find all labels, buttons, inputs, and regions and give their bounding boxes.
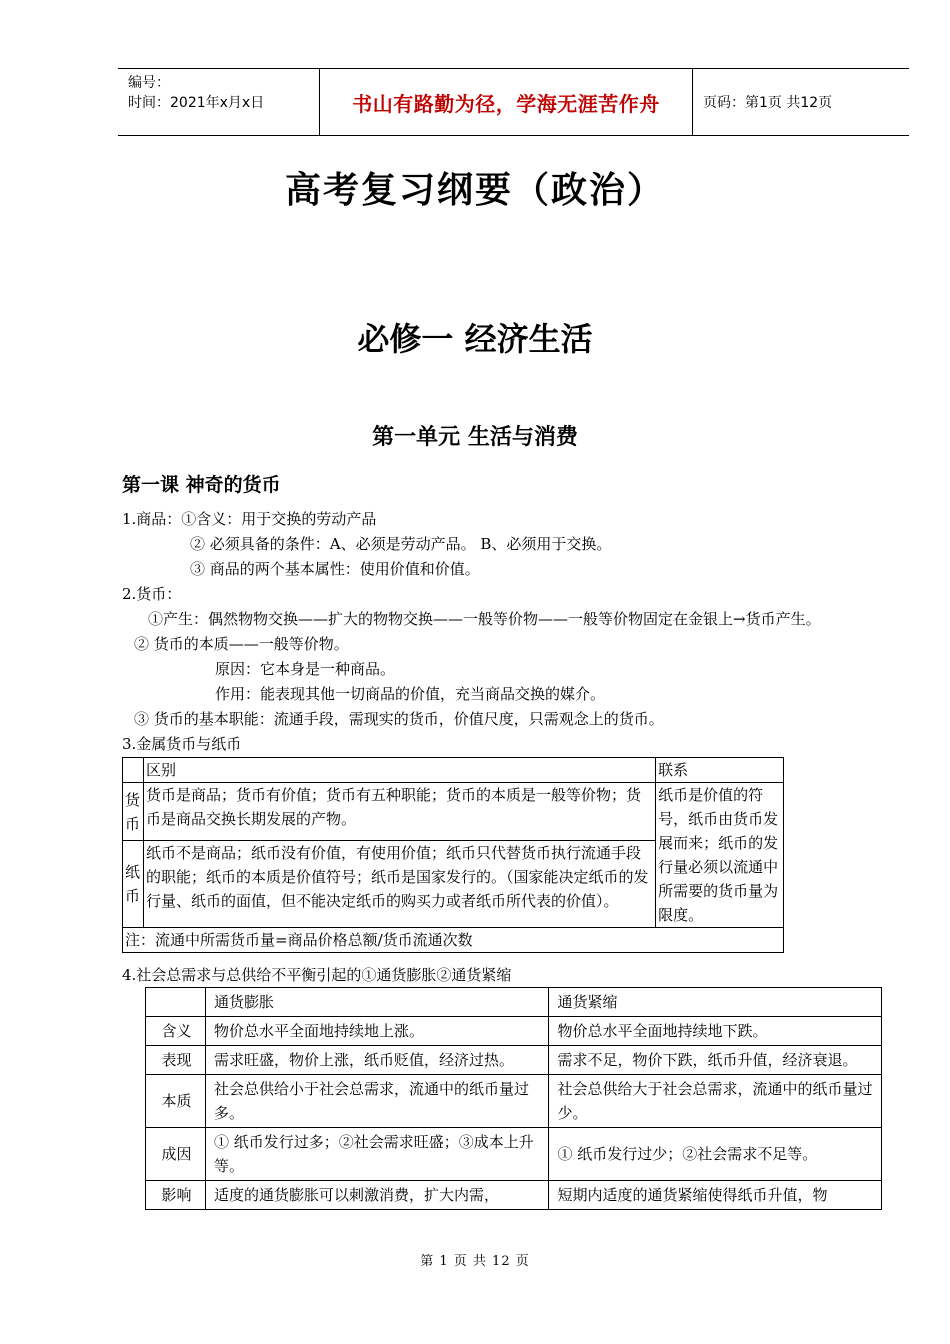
page-footer: 第 1 页 共 12 页 bbox=[420, 1254, 530, 1269]
currency-heading: 2.货币： bbox=[122, 585, 182, 603]
deflation-cell: 短期内适度的通货紧缩使得纸币升值，物 bbox=[549, 1181, 882, 1210]
column-header-inflation: 通货膨胀 bbox=[205, 988, 549, 1017]
inflation-cell: 适度的通货膨胀可以刺激消费，扩大内需， bbox=[205, 1181, 549, 1210]
row-label-paper-money: 纸币 bbox=[123, 841, 144, 928]
connection-cell: 纸币是价值的符号，纸币由货币发展而来；纸币的发行量必须以流通中所需要的货币量为限度。 bbox=[656, 783, 784, 928]
inflation-deflation-heading: 4.社会总需求与总供给不平衡引起的①通货膨胀②通货紧缩 bbox=[122, 966, 512, 984]
number-label: 编号： bbox=[128, 75, 170, 91]
column-header-deflation: 通货紧缩 bbox=[549, 988, 882, 1017]
row-label: 影响 bbox=[146, 1181, 206, 1210]
deflation-cell: 社会总供给大于社会总需求，流通中的纸币量过少。 bbox=[549, 1075, 882, 1128]
table-row bbox=[146, 988, 882, 1017]
table-row bbox=[146, 1046, 882, 1075]
currency-essence: ② 货币的本质——一般等价物。 bbox=[134, 635, 349, 653]
currency-function: 作用：能表现其他一切商品的价值，充当商品交换的媒介。 bbox=[215, 685, 606, 703]
column-header-connection: 联系 bbox=[656, 758, 784, 783]
lesson-title: 第一课 神奇的货币 bbox=[122, 474, 281, 496]
deflation-cell: 物价总水平全面地持续地下跌。 bbox=[549, 1017, 882, 1046]
inflation-cell: 社会总供给小于社会总需求，流通中的纸币量过多。 bbox=[205, 1075, 549, 1128]
currency-origin: ①产生：偶然物物交换——扩大的物物交换——一般等价物——一般等价物固定在金银上→货币产生。 bbox=[148, 610, 821, 628]
commodity-conditions: ② 必须具备的条件：A、必须是劳动产品。 B、必须用于交换。 bbox=[190, 535, 612, 553]
row-label: 成因 bbox=[146, 1128, 206, 1181]
table-row bbox=[146, 1017, 882, 1046]
table-row bbox=[123, 758, 784, 783]
inflation-cell: ① 纸币发行过多；②社会需求旺盛；③成本上升等。 bbox=[205, 1128, 549, 1181]
inflation-deflation-table bbox=[145, 987, 882, 1210]
commodity-definition: 1.商品：①含义：用于交换的劳动产品 bbox=[122, 510, 377, 528]
deflation-cell: ① 纸币发行过少；②社会需求不足等。 bbox=[549, 1128, 882, 1181]
header-page-info: 页码：第1页 共12页 bbox=[703, 95, 833, 111]
inflation-cell: 物价总水平全面地持续地上涨。 bbox=[205, 1017, 549, 1046]
commodity-attributes: ③ 商品的两个基本属性：使用价值和价值。 bbox=[190, 560, 480, 578]
main-title: 高考复习纲要（政治） bbox=[284, 170, 665, 211]
table-row bbox=[146, 1128, 882, 1181]
header-motto: 书山有路勤为径，学海无涯苦作舟 bbox=[320, 69, 693, 135]
header-meta bbox=[118, 69, 320, 135]
deflation-cell: 需求不足，物价下跌，纸币升值，经济衰退。 bbox=[549, 1046, 882, 1075]
table-row bbox=[146, 1181, 882, 1210]
paper-money-difference-cell: 纸币不是商品；纸币没有价值，有使用价值；纸币只代替货币执行流通手段的职能；纸币的本质是价值符号；纸币是国家发行的。（国家能决定纸币的发行量、纸币的面值，但不能决定纸币的购买力或者纸币所代表的价值）。 bbox=[143, 841, 655, 928]
row-label-currency: 货币 bbox=[123, 783, 144, 841]
inflation-cell: 需求旺盛，物价上涨，纸币贬值，经济过热。 bbox=[205, 1046, 549, 1075]
row-label: 含义 bbox=[146, 1017, 206, 1046]
table-note: 注：流通中所需货币量=商品价格总额/货币流通次数 bbox=[123, 928, 784, 953]
module-title: 必修一 经济生活 bbox=[357, 320, 593, 358]
row-label: 本质 bbox=[146, 1075, 206, 1128]
column-header-difference: 区别 bbox=[143, 758, 655, 783]
currency-reason: 原因：它本身是一种商品。 bbox=[215, 660, 396, 678]
row-label: 表现 bbox=[146, 1046, 206, 1075]
currency-basic-functions: ③ 货币的基本职能：流通手段，需现实的货币，价值尺度，只需观念上的货币。 bbox=[134, 710, 664, 728]
document-header bbox=[118, 68, 909, 136]
unit-title: 第一单元 生活与消费 bbox=[372, 425, 578, 450]
table-row bbox=[123, 783, 784, 841]
time-label: 时间：2021年x月x日 bbox=[128, 95, 265, 111]
metal-paper-money-table bbox=[122, 757, 784, 953]
metal-vs-paper-heading: 3.金属货币与纸币 bbox=[122, 735, 242, 753]
currency-difference-cell: 货币是商品；货币有价值；货币有五种职能；货币的本质是一般等价物；货币是商品交换长期发展的产物。 bbox=[143, 783, 655, 841]
table-row bbox=[123, 928, 784, 953]
table-row bbox=[146, 1075, 882, 1128]
